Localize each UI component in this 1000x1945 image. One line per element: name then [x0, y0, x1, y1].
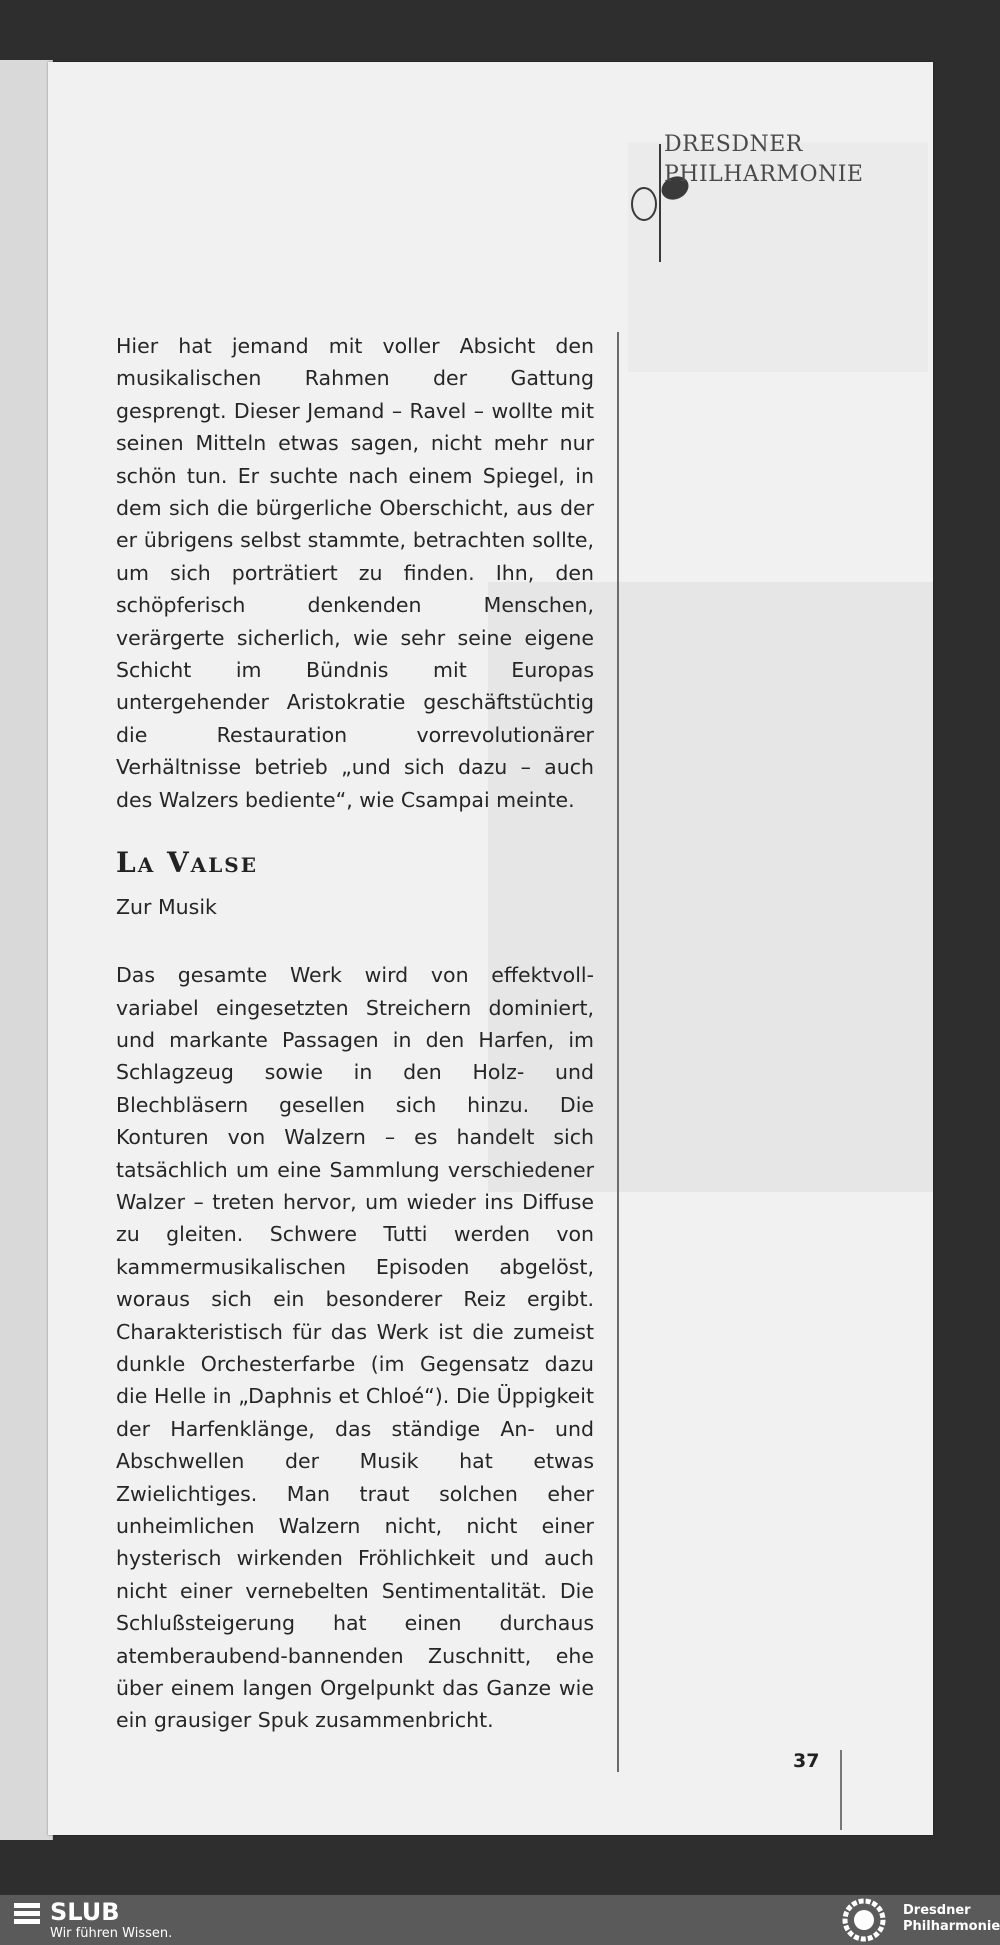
partner-line-1: Dresdner: [903, 1903, 971, 1918]
text-column: [116, 330, 594, 1737]
footer-bar: [0, 1895, 1000, 1945]
logo-line-2: PHILHARMONIE: [664, 162, 864, 187]
logo-line-1: DRESDNER: [664, 132, 803, 157]
library-name: SLUB: [50, 1898, 120, 1926]
section-subheading: Zur Musik: [116, 895, 217, 920]
page-number: 37: [793, 1750, 820, 1772]
partner-name: [903, 1903, 1000, 1935]
body-paragraph-1: Hier hat jemand mit voller Absicht den musikalischen Rahmen der Gattung gesprengt. Dieser Jemand – Ravel – wollte mit seinen Mitteln etwas sagen, nicht mehr nur schön tun. Er suchte nach einem Spiegel, in dem sich die bürgerliche Oberschicht, aus der er übrigens selbst stammte, betrachten sollte, um sich porträtiert zu finden. Ihn, den schöpferisch denkenden Menschen, verärgerte sicherlich, wie sehr seine eigene Schicht im Bündnis mit Europas untergehender Aristokratie geschäftstüchtig die Restauration vorrevolutionärer Verhältnisse betrieb „und sich dazu – auch des Walzers bediente“, wie Csampai meinte.: [116, 334, 594, 812]
column-divider: [617, 332, 619, 1772]
body-paragraph-2: Das gesamte Werk wird von effektvoll-variabel eingesetzten Streichern dominiert, und markante Passagen in den Harfen, im Schlagzeug sowie in den Holz- und Blechbläsern gesellen sich hinzu. Die Konturen von Walzern – es handelt sich tatsächlich um eine Sammlung verschiedener Walzer – treten hervor, um wieder ins Diffuse zu gleiten. Schwere Tutti werden von kammermusikalischen Episoden abgelöst, woraus sich ein besonderer Reiz ergibt. Charakteristisch für das Werk ist die zumeist dunkle Orchesterfarbe (im Gegensatz dazu die Helle in „Daphnis et Chloé“). Die Üppigkeit der Harfenklänge, das ständige An- und Abschwellen der Musik hat etwas Zwielichtiges. Man traut solchen eher unheimlichen Walzern nicht, nicht einer hysterisch wirkenden Fröhlichkeit und auch nicht einer vernebelten Sentimentalität. Die Schlußsteigerung hat einen durchaus atemberaubend-bannenden Zuschnitt, ehe über einem langen Orgelpunkt das Ganze wie ein grausiger Spuk zusammenbricht.: [116, 963, 594, 1733]
library-tagline: Wir führen Wissen.: [50, 1926, 173, 1941]
document-page: [48, 62, 933, 1835]
logo-wordmark: [664, 130, 864, 190]
slub-stack-icon: [14, 1903, 40, 1925]
facing-page-edge: [0, 60, 53, 1840]
philharmonie-ring-icon: [842, 1898, 886, 1942]
partner-line-2: Philharmonie: [903, 1919, 1000, 1934]
section-heading: La Valse: [116, 846, 258, 880]
page-number-rule: [840, 1750, 842, 1830]
